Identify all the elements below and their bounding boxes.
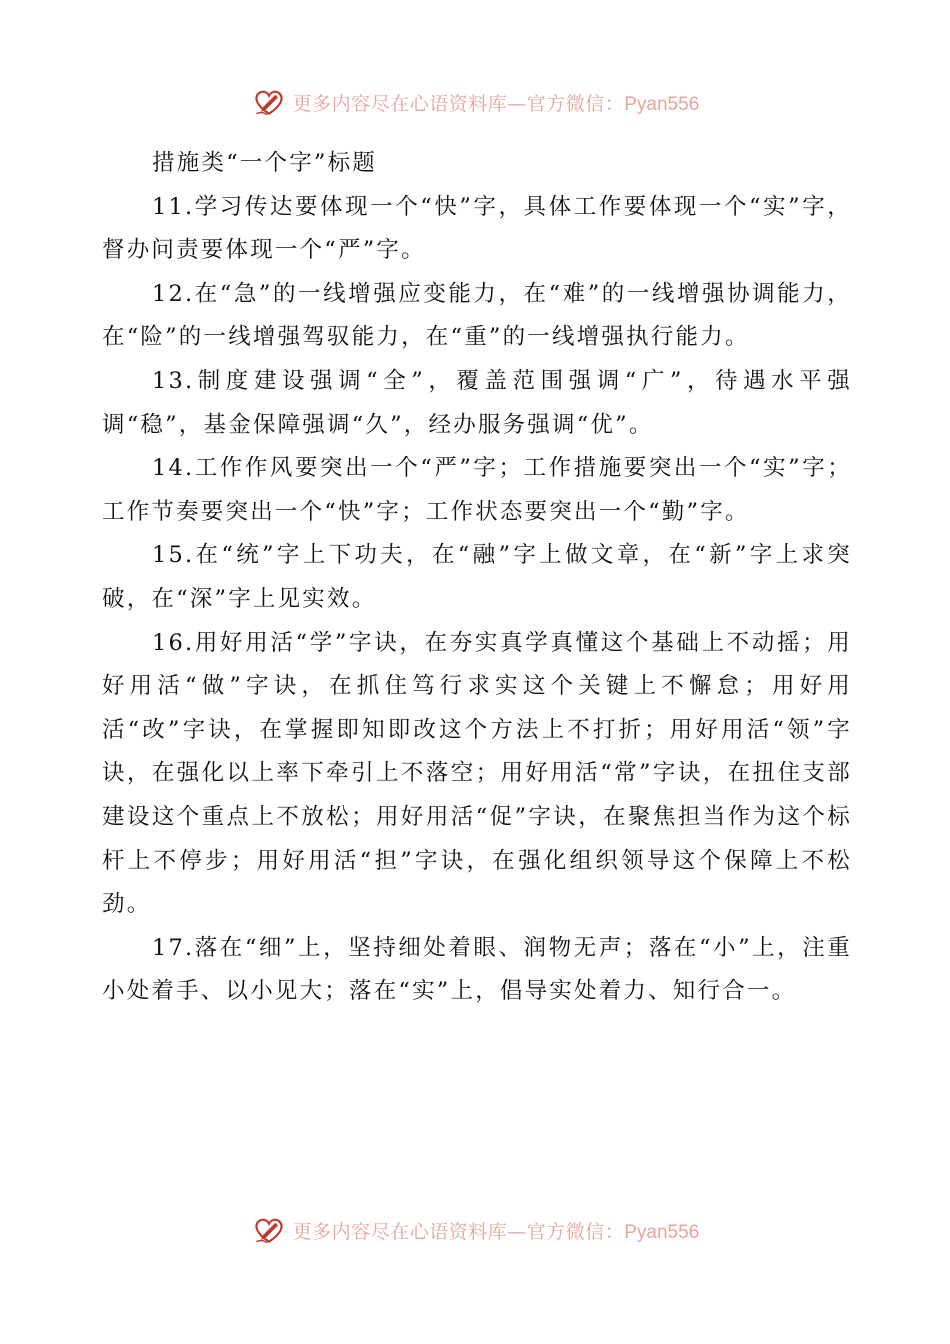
- banner-contact-label: 官方微信：: [526, 1220, 625, 1243]
- heart-pen-logo-icon: [251, 84, 287, 120]
- paragraph-13: 13.制度建设强调“全”，覆盖范围强调“广”，待遇水平强调“稳”，基金保障强调“久”，经办服务强调“优”。: [102, 367, 852, 438]
- paragraph-16: 16.用好用活“学”字诀，在夯实真学真懂这个基础上不动摇；用好用活“做”字诀，在抓住笃行求实这个关键上不懈怠；用好用活“改”字诀，在掌握即知即改这个方法上不打折；用好用活“领”字诀，在强化以上率下牵引上不落空；用好用活“常”字诀，在扭住支部建设这个重点上不放松；用好用活“促”字诀，在聚焦担当作为这个标杆上不停步；用好用活“担”字诀，在强化组织领导这个保障上不松劲。: [102, 629, 852, 918]
- banner-contact-id: Pyan556: [624, 93, 700, 115]
- banner-text: [293, 89, 700, 116]
- banner-text: [293, 1217, 700, 1244]
- banner-dash: —: [507, 92, 527, 115]
- paragraph-17: 17.落在“细”上，坚持细处着眼、润物无声；落在“小”上，注重小处着手、以小见大；落在“实”上，倡导实处着力、知行合一。: [102, 934, 852, 1005]
- document-body: [102, 142, 852, 1014]
- paragraph-14: 14.工作作风要突出一个“严”字；工作措施要突出一个“实”字；工作节奏要突出一个“快”字；工作状态要突出一个“勤”字。: [102, 455, 852, 525]
- banner-brand: 更多内容尽在心语资料库: [292, 1220, 508, 1243]
- paragraph-12: 12.在“急”的一线增强应变能力，在“难”的一线增强协调能力，在“险”的一线增强驾驭能力，在“重”的一线增强执行能力。: [102, 280, 852, 351]
- banner-content: [251, 84, 700, 120]
- heart-pen-logo-icon: [251, 1212, 287, 1248]
- header-banner: [0, 84, 950, 124]
- banner-dash: —: [507, 1220, 527, 1243]
- banner-contact-label: 官方微信：: [526, 92, 625, 115]
- banner-content: [251, 1212, 700, 1248]
- footer-banner: [0, 1212, 950, 1252]
- section-heading: 措施类“一个字”标题: [152, 150, 378, 176]
- banner-contact-id: Pyan556: [624, 1221, 700, 1243]
- paragraph-15: 15.在“统”字上下功夫，在“融”字上做文章，在“新”字上求突破，在“深”字上见实效。: [102, 542, 852, 612]
- paragraph-11: 11.学习传达要体现一个“快”字，具体工作要体现一个“实”字，督办问责要体现一个“严”字。: [102, 193, 852, 264]
- banner-brand: 更多内容尽在心语资料库: [292, 92, 508, 115]
